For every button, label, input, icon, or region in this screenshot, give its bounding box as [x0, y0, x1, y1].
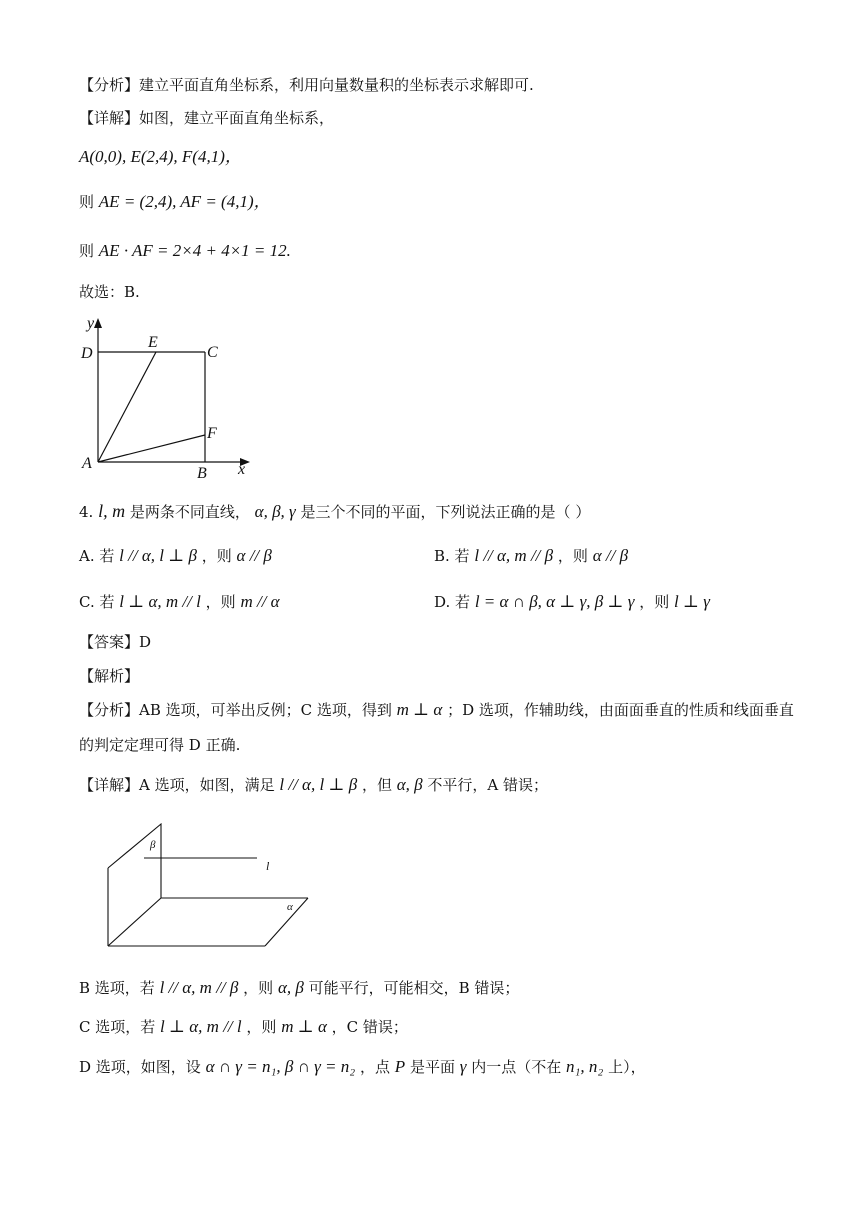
c-explanation-text-a: C 选项，若: [79, 1018, 156, 1036]
option-c-mid: ，则: [205, 593, 236, 611]
analysis-2-math: m ⊥ α: [396, 700, 443, 719]
label-d: D: [81, 345, 93, 362]
dot-product-prefix: 则: [79, 242, 95, 260]
label-y: y: [87, 315, 95, 332]
stem-math-lines: l, m: [98, 501, 126, 521]
answer-line: 【答案】D: [79, 633, 152, 651]
label-alpha: α: [287, 901, 293, 913]
option-d-math: l = α ∩ β, α ⊥ γ, β ⊥ γ: [474, 592, 635, 611]
c-explanation-math: l ⊥ α, m // l: [160, 1017, 242, 1036]
detail-line-2: [79, 774, 548, 796]
coordinates-line: A(0,0), E(2,4), F(4,1)，: [79, 147, 242, 166]
detail-2-text-b: ，但: [361, 776, 392, 794]
planes-figure: [100, 818, 320, 953]
dot-product-line: [79, 240, 291, 262]
d-explanation-text-c: 是平面: [409, 1058, 455, 1076]
option-a-math-2: α // β: [236, 546, 272, 565]
option-b-mid: ，则: [557, 547, 588, 565]
option-c-explanation: [79, 1016, 408, 1038]
option-b: [434, 545, 628, 567]
label-c: C: [207, 344, 218, 361]
option-b-math: l // α, m // β: [474, 546, 554, 565]
d-explanation-text-e: 上），: [608, 1058, 646, 1076]
analysis-line-3: 的判定定理可得 D 正确.: [79, 736, 241, 754]
label-beta: β: [150, 839, 156, 851]
d-explanation-n: n₁, n₂: [566, 1057, 604, 1076]
detail-2-text-c: 不平行，A 错误；: [427, 776, 549, 794]
option-a-label: A. 若: [79, 547, 115, 565]
stem-text-1: 是两条不同直线，: [129, 503, 250, 521]
option-a-mid: ，则: [201, 547, 232, 565]
vector-line-math: AE = (2,4), AF = (4,1)，: [98, 192, 271, 211]
option-a: [79, 545, 272, 567]
d-explanation-text-b: ，点: [359, 1058, 390, 1076]
option-c: [79, 591, 280, 613]
option-d: [434, 591, 710, 613]
detail-2-math-2: α, β: [396, 775, 423, 794]
option-c-math-2: m // α: [240, 592, 280, 611]
option-d-label: D. 若: [434, 593, 471, 611]
label-e: E: [148, 334, 158, 351]
plane-beta-edges: [108, 824, 161, 898]
option-c-math: l ⊥ α, m // l: [119, 592, 201, 611]
detail-2-math: l // α, l ⊥ β: [279, 775, 358, 794]
detail-line-1: 【详解】如图，建立平面直角坐标系，: [79, 109, 335, 127]
option-d-math-2: l ⊥ γ: [674, 592, 710, 611]
jiexi-line: 【解析】: [79, 667, 140, 685]
stem-math-planes: α, β, γ: [254, 502, 296, 521]
analysis-line-2: [79, 699, 794, 721]
d-explanation-text-d: 内一点（不在: [471, 1058, 562, 1076]
option-d-explanation: [79, 1056, 646, 1078]
question-4-stem: [79, 500, 590, 523]
b-explanation-math: l // α, m // β: [159, 978, 239, 997]
coordinate-figure: [76, 312, 256, 482]
option-a-math: l // α, l ⊥ β: [119, 546, 197, 565]
b-explanation-text-b: ，则: [243, 979, 274, 997]
label-b: B: [197, 465, 207, 482]
b-explanation-text-a: B 选项，若: [79, 979, 155, 997]
analysis-line-1: 【分析】建立平面直角坐标系，利用向量数量积的坐标表示求解即可.: [79, 76, 534, 94]
stem-text-2: 是三个不同的平面，下列说法正确的是（ ）: [300, 503, 591, 521]
c-explanation-text-b: ，则: [246, 1018, 277, 1036]
vector-line: [79, 191, 271, 213]
b-explanation-math-2: α, β: [277, 978, 304, 997]
label-l: l: [266, 859, 270, 873]
choice-line-1: 故选：B.: [79, 283, 140, 301]
label-x: x: [238, 461, 246, 478]
d-explanation-text-a: D 选项，如图，设: [79, 1058, 201, 1076]
segment-ae: [98, 352, 156, 462]
d-explanation-gamma: γ: [459, 1057, 467, 1076]
option-b-label: B. 若: [434, 547, 470, 565]
b-explanation-text-c: 可能平行，可能相交，B 错误；: [308, 979, 520, 997]
analysis-2-text-a: 【分析】AB 选项，可举出反例；C 选项，得到: [79, 701, 392, 719]
analysis-2-text-b: ；D 选项，作辅助线，由面面垂直的性质和线面垂直: [447, 701, 794, 719]
plane-beta-bottom-edge: [108, 898, 161, 946]
d-explanation-math: α ∩ γ = n₁, β ∩ γ = n₂: [205, 1057, 356, 1076]
segment-af: [98, 435, 205, 462]
option-c-label: C. 若: [79, 593, 115, 611]
option-b-explanation: [79, 977, 519, 999]
y-axis-arrow-icon: [94, 318, 102, 328]
question-number: 4.: [79, 503, 94, 521]
option-d-mid: ，则: [639, 593, 670, 611]
label-f: F: [207, 425, 217, 442]
c-explanation-text-c: ，C 错误；: [331, 1018, 408, 1036]
d-explanation-point-p: P: [394, 1057, 406, 1076]
label-a: A: [82, 455, 92, 472]
dot-product-math: AE · AF = 2×4 + 4×1 = 12.: [98, 241, 291, 260]
c-explanation-math-2: m ⊥ α: [281, 1017, 327, 1036]
detail-2-text-a: 【详解】A 选项，如图，满足: [79, 776, 275, 794]
vector-line-prefix: 则: [79, 193, 95, 211]
option-b-math-2: α // β: [592, 546, 629, 565]
